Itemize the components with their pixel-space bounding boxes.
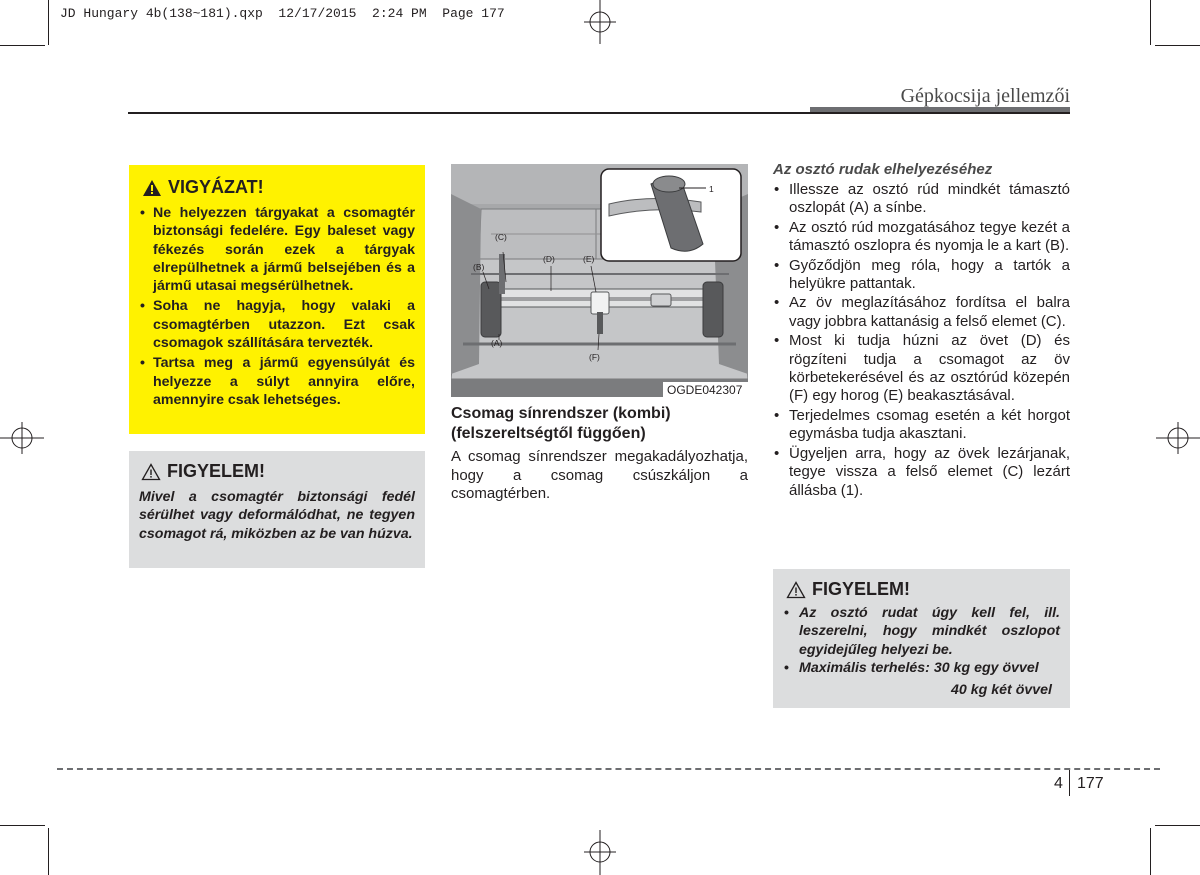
chapter-number: 4 — [1054, 775, 1063, 792]
print-slug-header: JD Hungary 4b(138~181).qxp 12/17/2015 2:24 PM Page 177 — [60, 6, 505, 21]
luggage-rail-heading: Csomag sínrendszer (kombi) (felszereltségtől függően) — [451, 405, 671, 442]
instructions-list — [773, 181, 1070, 500]
instructions-column — [773, 161, 1070, 501]
registration-mark-right — [1156, 418, 1200, 458]
crop-mark — [48, 0, 49, 45]
warning-title: VIGYÁZAT! — [168, 177, 264, 197]
warning-triangle-icon — [142, 179, 162, 197]
crop-mark — [48, 828, 49, 875]
figure-label-b: (B) — [473, 262, 485, 272]
warning-box — [129, 165, 425, 434]
figure-label-c: (C) — [495, 232, 507, 242]
crop-mark — [1155, 825, 1200, 826]
instruction-item: • Ügyeljen arra, hogy az övek lezárjanak, tegye vissza a felső elemet (C) lezárt állásba (1). — [773, 445, 1070, 500]
notice-box-header — [786, 579, 1060, 600]
luggage-rail-figure — [451, 164, 748, 397]
luggage-rail-illustration — [451, 164, 748, 397]
warning-item: • Ne helyezzen tárgyakat a csomagtér biztonsági fedelére. Egy baleset vagy fékezés során ezek a tárgyak elrepülhetnek a jármű belsejében és a jármű utasai megsérülhetnek. — [140, 204, 415, 295]
notice-title: FIGYELEM! — [812, 579, 910, 599]
header-rule — [128, 112, 1070, 114]
section-title: Gépkocsija jellemzői — [900, 85, 1070, 107]
registration-mark-bottom — [580, 830, 620, 875]
notice-title: FIGYELEM! — [167, 461, 265, 481]
notice-box-right — [773, 569, 1070, 708]
notice-text: Mivel a csomagtér biztonsági fedél sérülhet vagy deformálódhat, ne tegyen csomagot rá, miközben az be van húzva. — [139, 489, 415, 542]
caution-triangle-icon — [786, 581, 806, 599]
instruction-item: • Illessze az osztó rúd mindkét támasztó oszlopát (A) a sínbe. — [773, 181, 1070, 218]
instruction-item: • Az osztó rúd mozgatásához tegye kezét a támasztó oszlopra és nyomja le a kart (B). — [773, 219, 1070, 256]
registration-mark-top — [580, 0, 620, 46]
notice-box-left — [129, 451, 425, 568]
warning-box-header — [142, 177, 415, 198]
figure-label-f: (F) — [589, 352, 600, 362]
figure-label-d: (D) — [543, 254, 555, 264]
notice-item: • Az osztó rudat úgy kell fel, ill. leszerelni, hogy mindkét oszlopot egyidejűleg helyezi be. — [784, 604, 1060, 659]
instruction-item: • Győződjön meg róla, hogy a tartók a helyükre pattantak. — [773, 257, 1070, 294]
warning-item: • Tartsa meg a jármű egyensúlyát és helyezze a súlyt annyira előre, amennyire csak lehetséges. — [140, 354, 415, 409]
registration-mark-left — [0, 418, 44, 458]
crop-mark — [0, 825, 45, 826]
instruction-item: • Terjedelmes csomag esetén a két horgot egymásba tudja akasztani. — [773, 407, 1070, 444]
instruction-item: • Most ki tudja húzni az övet (D) és rögzíteni tudja a csomagot az öv körbetekerésével és az osztórúd közepén (F) egy horog (E) beakasztásával. — [773, 332, 1070, 406]
crop-mark — [0, 45, 45, 46]
warning-item: • Soha ne hagyja, hogy valaki a csomagtérben utazzon. Ezt csak csomagok szállítására tervezték. — [140, 297, 415, 352]
crop-mark — [1150, 0, 1151, 45]
figure-label-e: (E) — [583, 254, 595, 264]
figure-label-a: (A) — [491, 338, 503, 348]
notice-item: • Maximális terhelés: 30 kg egy övvel — [784, 659, 1060, 677]
footer-dashed-rule — [57, 768, 1160, 770]
notice-box-header — [141, 461, 415, 482]
caution-triangle-icon — [141, 463, 161, 481]
figure-code: OGDE042307 — [667, 383, 743, 397]
notice-load-limit-two-belts — [784, 681, 1060, 699]
instruction-item: • Az öv meglazításához fordítsa el balra vagy jobbra kattanásig a felső elemet (C). — [773, 294, 1070, 331]
crop-mark — [1150, 828, 1151, 875]
instructions-heading: Az osztó rudak elhelyezéséhez — [773, 161, 993, 178]
figure-callout-1: 1 — [709, 184, 714, 194]
notice-list — [784, 604, 1060, 677]
page-number: 177 — [1077, 775, 1104, 792]
notice-extra-line: 40 kg két övvel — [951, 682, 1052, 699]
warning-list — [140, 204, 415, 409]
crop-mark — [1155, 45, 1200, 46]
page-number-separator — [1069, 770, 1070, 796]
luggage-rail-body: A csomag sínrendszer megakadályozhatja, hogy a csomag csúszkáljon a csomagtérben. — [451, 448, 748, 502]
